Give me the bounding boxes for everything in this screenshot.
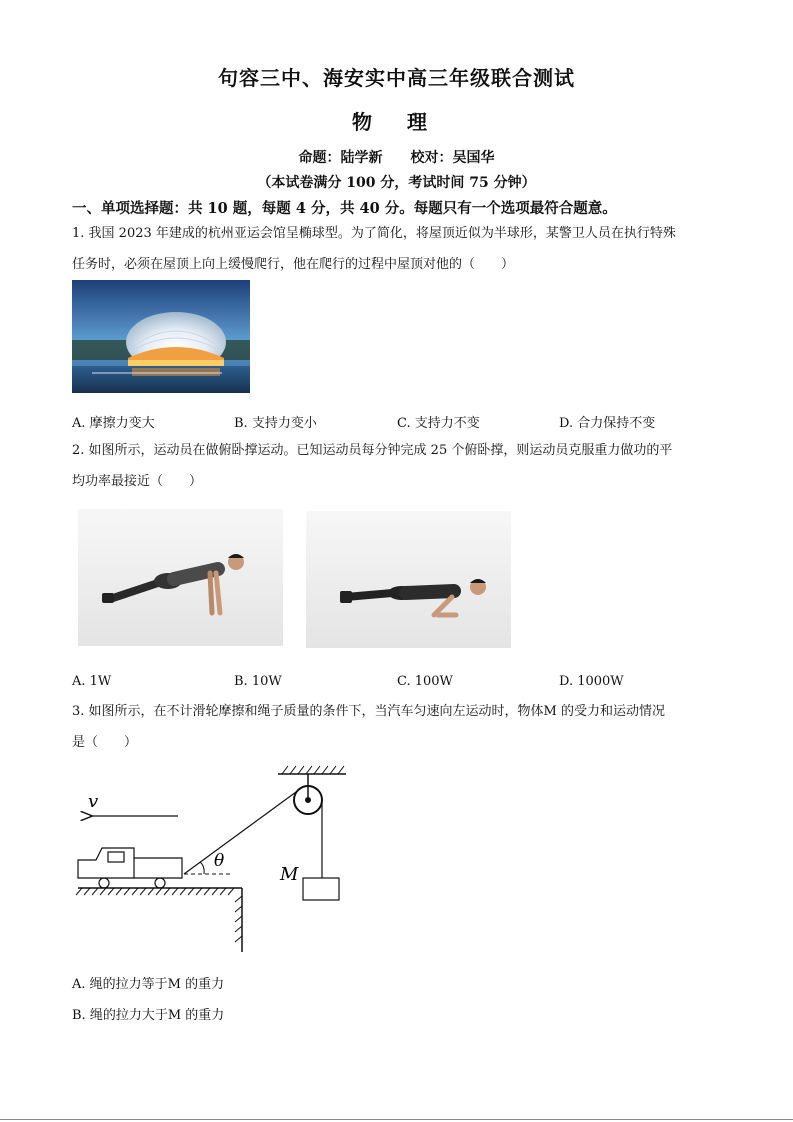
ground: [76, 888, 242, 952]
q3-option-a: A. 绳的拉力等于M 的重力: [72, 977, 225, 992]
q2-line2: 均功率最接近（ ）: [72, 474, 203, 489]
q2-line1: 2. 如图所示，运动员在做俯卧撑运动。已知运动员每分钟完成 25 个俯卧撑，则运动员克服重力做功的平: [72, 443, 673, 458]
subject-title: 物 理: [352, 110, 441, 134]
mass-block: [303, 878, 339, 900]
stadium-photo: [72, 280, 250, 393]
q1-line2: 任务时，必须在屋顶上向上缓慢爬行，他在爬行的过程中屋顶对他的（ ）: [72, 257, 515, 272]
q1-option-c: C. 支持力不变: [397, 416, 480, 431]
q3-option-b: B. 绳的拉力大于M 的重力: [72, 1008, 225, 1023]
theta-label: θ: [214, 851, 225, 871]
q1-option-b: B. 支持力变小: [234, 416, 317, 431]
velocity-label: v: [88, 791, 99, 812]
rope-incline: [184, 792, 296, 874]
q2-option-a: A. 1W: [72, 674, 112, 689]
exam-title: 句容三中、海安实中高三年级联合测试: [218, 66, 575, 90]
angle-arc: [200, 862, 204, 874]
section-heading: 一、单项选择题：共 10 题，每题 4 分，共 40 分。每题只有一个选项最符合题意。: [72, 200, 617, 217]
q1-option-a: A. 摩擦力变大: [72, 416, 155, 431]
ceiling-mount: [278, 766, 346, 800]
exam-note: （本试卷满分 100 分，考试时间 75 分钟）: [257, 175, 536, 191]
mass-label: M: [280, 864, 299, 885]
pulley-diagram: [72, 762, 362, 957]
q3-line2: 是（ ）: [72, 735, 138, 750]
authors-line: 命题：陆学新 校对：吴国华: [298, 150, 495, 166]
q2-option-b: B. 10W: [234, 674, 282, 689]
page-bottom-border: [0, 1119, 793, 1120]
q3-line1: 3. 如图所示，在不计滑轮摩擦和绳子质量的条件下，当汽车匀速向左运动时，物体M 的受力和运动情况: [72, 704, 665, 719]
q2-option-d: D. 1000W: [559, 674, 624, 689]
q2-option-c: C. 100W: [397, 674, 453, 689]
pushup-photo-down: [306, 511, 511, 648]
q1-line1: 1. 我国 2023 年建成的杭州亚运会馆呈椭球型。为了简化，将屋顶近似为半球形，某警卫人员在执行特殊: [72, 226, 676, 241]
pushup-photo-up: [78, 509, 283, 646]
q1-option-d: D. 合力保持不变: [559, 416, 656, 431]
truck: [78, 848, 182, 888]
